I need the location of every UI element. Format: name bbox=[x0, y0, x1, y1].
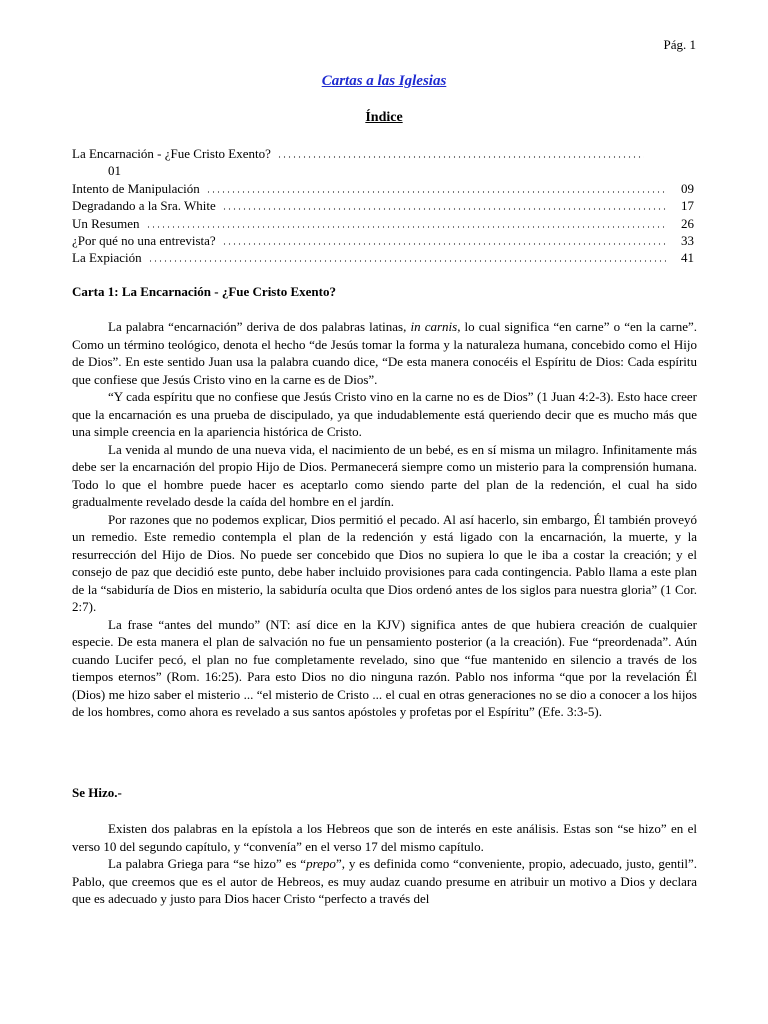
document-title[interactable]: Cartas a las Iglesias bbox=[321, 73, 447, 89]
toc-entry-title: ¿Por qué no una entrevista? bbox=[72, 233, 216, 249]
toc-entry-page: 17 bbox=[681, 198, 694, 214]
toc-entry-page: 26 bbox=[681, 215, 694, 231]
paragraph: Por razones que no podemos explicar, Dios permitió el pecado. Al así hacerlo, sin embargo, Él también proveyó un remedio. Este remedio contempla el plan de la redención y está ligado con la encarnación, la muerte, y la resurrección del Hijo de Dios. No puede ser concebido que Dios no supiera lo que le iba a costar la creación; y el consejo de paz que decidió este punto, debe haber incluido provisiones para cada contingencia. Pablo llama a este plan de la “sabiduría de Dios en misterio, la sabiduría oculta que Dios ordenó antes de los siglos para nuestra gloria” (1 Cor. 2:7). bbox=[72, 511, 697, 614]
text-run: ”, y es definida como “conveniente, propio, adecuado, justo, gentil”. Pablo, que creemos que es el autor de Hebreos, es muy audaz cuando presume en atribuir un motivo a Dios y declara que es adecuado y justo para Dios hacer Cristo “perfecto a través del bbox=[72, 856, 697, 906]
toc-leader-dots bbox=[206, 181, 666, 193]
toc-entry-page: 33 bbox=[681, 233, 694, 249]
paragraph bbox=[72, 855, 697, 908]
toc-entry-title: Intento de Manipulación bbox=[72, 180, 200, 196]
toc-entry[interactable] bbox=[72, 232, 694, 249]
toc-entry-title: La Encarnación - ¿Fue Cristo Exento? bbox=[72, 146, 271, 161]
index-heading: Índice bbox=[365, 110, 403, 125]
section-heading-se-hizo: Se Hizo.- bbox=[72, 785, 122, 800]
toc-entry-page: 41 bbox=[681, 250, 694, 266]
toc-entry[interactable] bbox=[72, 215, 694, 232]
paragraph bbox=[72, 318, 697, 388]
paragraph: La venida al mundo de una nueva vida, el nacimiento de un bebé, es en sí misma un milagro. Infinitamente más debe ser la encarnación del propio Hijo de Dios. Permanecerá siempre como un misterio para la comprensión humana. Todo lo que el hombre puede hacer es aceptarlo como siendo parte del plan de la redención, el cual ha sido gradualmente revelado desde la caída del hombre en el jardín. bbox=[72, 441, 697, 509]
toc-entry-title: Un Resumen bbox=[72, 215, 140, 231]
toc-entry-page: 01 bbox=[108, 163, 121, 179]
table-of-contents bbox=[72, 145, 694, 267]
toc-leader-dots bbox=[222, 233, 666, 245]
toc-entry-title: La Expiación bbox=[72, 250, 142, 266]
toc-entry[interactable] bbox=[72, 180, 694, 197]
toc-entry[interactable] bbox=[72, 249, 694, 266]
toc-leader-dots bbox=[277, 146, 644, 158]
section-body-se-hizo bbox=[72, 820, 697, 908]
paragraph: “Y cada espíritu que no confiese que Jesús Cristo vino en la carne no es de Dios” (1 Juan 4:2-3). Esto hace creer que la encarnación es una prueba de discipulado, ya que indudablemente está queriendo decir que es mucho más que una simple creencia en la apariencia histórica de Cristo. bbox=[72, 389, 697, 439]
toc-leader-dots bbox=[146, 216, 666, 228]
toc-entry[interactable] bbox=[72, 145, 694, 162]
text-run: La palabra “encarnación” deriva de dos palabras latinas, bbox=[108, 319, 411, 334]
page-number: Pág. 1 bbox=[663, 37, 696, 52]
section-body-carta-1 bbox=[72, 318, 697, 721]
text-run: La palabra Griega para “se hizo” es “ bbox=[108, 856, 307, 871]
toc-entry[interactable] bbox=[72, 197, 694, 214]
toc-entry-title: Degradando a la Sra. White bbox=[72, 198, 216, 214]
toc-leader-dots bbox=[222, 198, 666, 210]
italic-term: in carnis bbox=[410, 319, 458, 334]
italic-term: prepo bbox=[306, 856, 336, 871]
paragraph: La frase “antes del mundo” (NT: así dice en la KJV) significa antes de que hubiera creación de cualquier especie. De esta manera el plan de salvación no fue un pensamiento posterior (a la creación). Fue “preordenada”. Aún cuando Lucifer pecó, el plan no fue completamente revelado, sino que “fue mantenido en silencio a través de los tiempos eternos” (Rom. 16:25). Para esto Dios no dio ninguna razón. Pablo nos informa “que por la revelación Él (Dios) me hizo saber el misterio ... “el misterio de Cristo ... el cual en otras generaciones no se dio a conocer a los hijos de los hombres, como ahora es revelado a sus santos apóstoles y profetas por el Espíritu” (Efe. 3:3-5). bbox=[72, 616, 697, 719]
toc-entry-page: 09 bbox=[681, 180, 694, 196]
section-heading-carta-1: Carta 1: La Encarnación - ¿Fue Cristo Exento? bbox=[72, 284, 336, 299]
paragraph: Existen dos palabras en la epístola a los Hebreos que son de interés en este análisis. Estas son “se hizo” en el verso 10 del segundo capítulo, y “convenía” en el verso 17 del mismo capítulo. bbox=[72, 821, 697, 854]
text-run: , lo cual significa “en carne” o “en la carne”. Como un término teológico, denota el hecho “de Jesús tomar la forma y la naturaleza humana, concebido como el Hijo de Dios”. En este sentido Juan usa la palabra cuando dice, “De esta manera conocéis el Espíritu de Dios: Cada espíritu que confiese que Jesús Cristo vino en la carne es de Dios”. bbox=[72, 319, 697, 387]
toc-leader-dots bbox=[148, 250, 666, 262]
